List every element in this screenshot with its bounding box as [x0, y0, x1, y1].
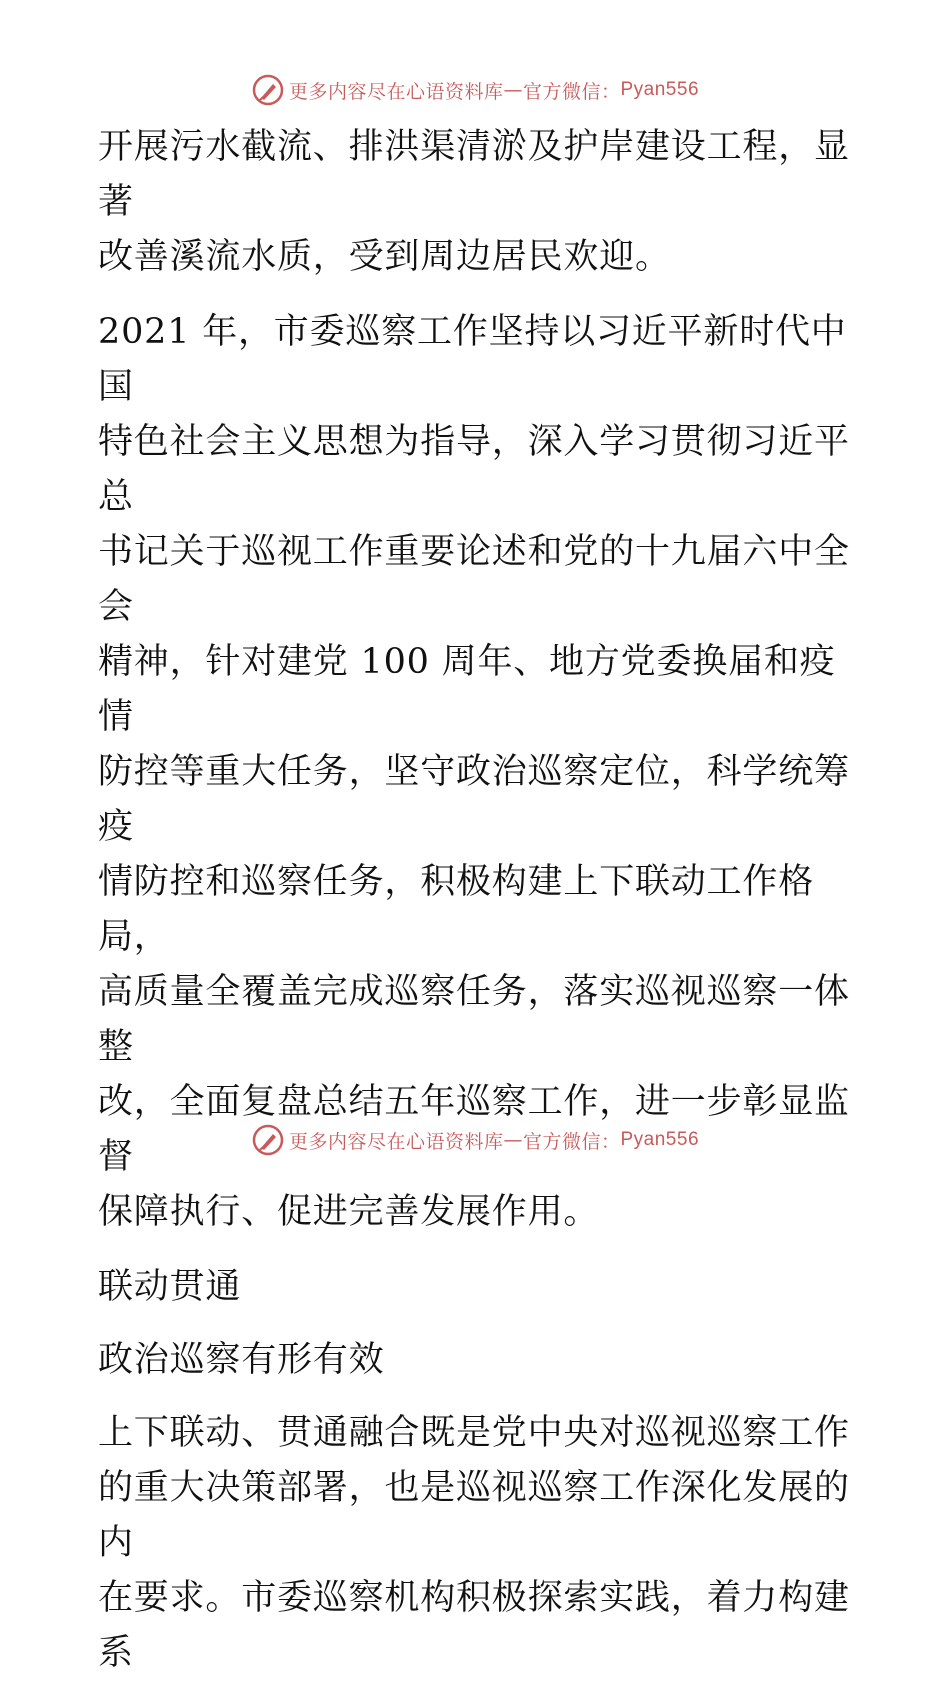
document-body	[98, 120, 858, 1701]
text-line: 改，全面复盘总结五年巡察工作，进一步彰显监督	[98, 1082, 850, 1177]
feather-pen-icon	[251, 1123, 285, 1157]
text-line: 防控等重大任务，坚守政治巡察定位，科学统筹疫	[98, 752, 850, 847]
text-line: 联动贯通	[98, 1267, 242, 1307]
text-line: 保障执行、促进完善发展作用。	[98, 1192, 600, 1232]
text-line: 特色社会主义思想为指导，深入学习贯彻习近平总	[98, 422, 850, 517]
text-line: 高质量全覆盖完成巡察任务，落实巡视巡察一体整	[98, 972, 850, 1067]
text-line: 政治巡察有形有效	[98, 1340, 385, 1380]
watermark-banner-bottom	[0, 1120, 950, 1160]
banner-brand: 更多内容尽在心语资料库	[288, 80, 504, 103]
banner-brand: 更多内容尽在心语资料库	[288, 1130, 504, 1153]
watermark-banner-top	[0, 70, 950, 110]
text-line: 精神，针对建党 100 周年、地方党委换届和疫情	[98, 642, 836, 737]
text-line: 的重大决策部署，也是巡视巡察工作深化发展的内	[98, 1468, 850, 1563]
text-line: 上下联动、贯通融合既是党中央对巡视巡察工作	[98, 1413, 850, 1453]
feather-pen-icon	[251, 73, 285, 107]
banner-wechat-label: 官方微信：	[522, 80, 621, 103]
text-line: 2021 年，市委巡察工作坚持以习近平新时代中国	[98, 312, 847, 407]
text-line: 书记关于巡视工作重要论述和党的十九届六中全会	[98, 532, 850, 627]
banner-separator: —	[503, 1129, 523, 1151]
paragraph-2	[98, 305, 858, 1240]
paragraph-3	[98, 1406, 858, 1681]
banner-separator: —	[503, 79, 523, 101]
banner-account: Pyan556	[620, 79, 700, 100]
section-heading-2	[98, 1333, 858, 1388]
text-line: 改善溪流水质，受到周边居民欢迎。	[98, 237, 671, 277]
section-heading-1	[98, 1260, 858, 1315]
text-line: 在要求。市委巡察机构积极探索实践，着力构建系	[98, 1578, 850, 1673]
banner-wechat-label: 官方微信：	[522, 1130, 621, 1153]
text-line: 情防控和巡察任务，积极构建上下联动工作格局，	[98, 862, 815, 957]
banner-account: Pyan556	[620, 1129, 700, 1150]
text-line: 开展污水截流、排洪渠清淤及护岸建设工程，显著	[98, 127, 850, 222]
paragraph-1	[98, 120, 858, 285]
